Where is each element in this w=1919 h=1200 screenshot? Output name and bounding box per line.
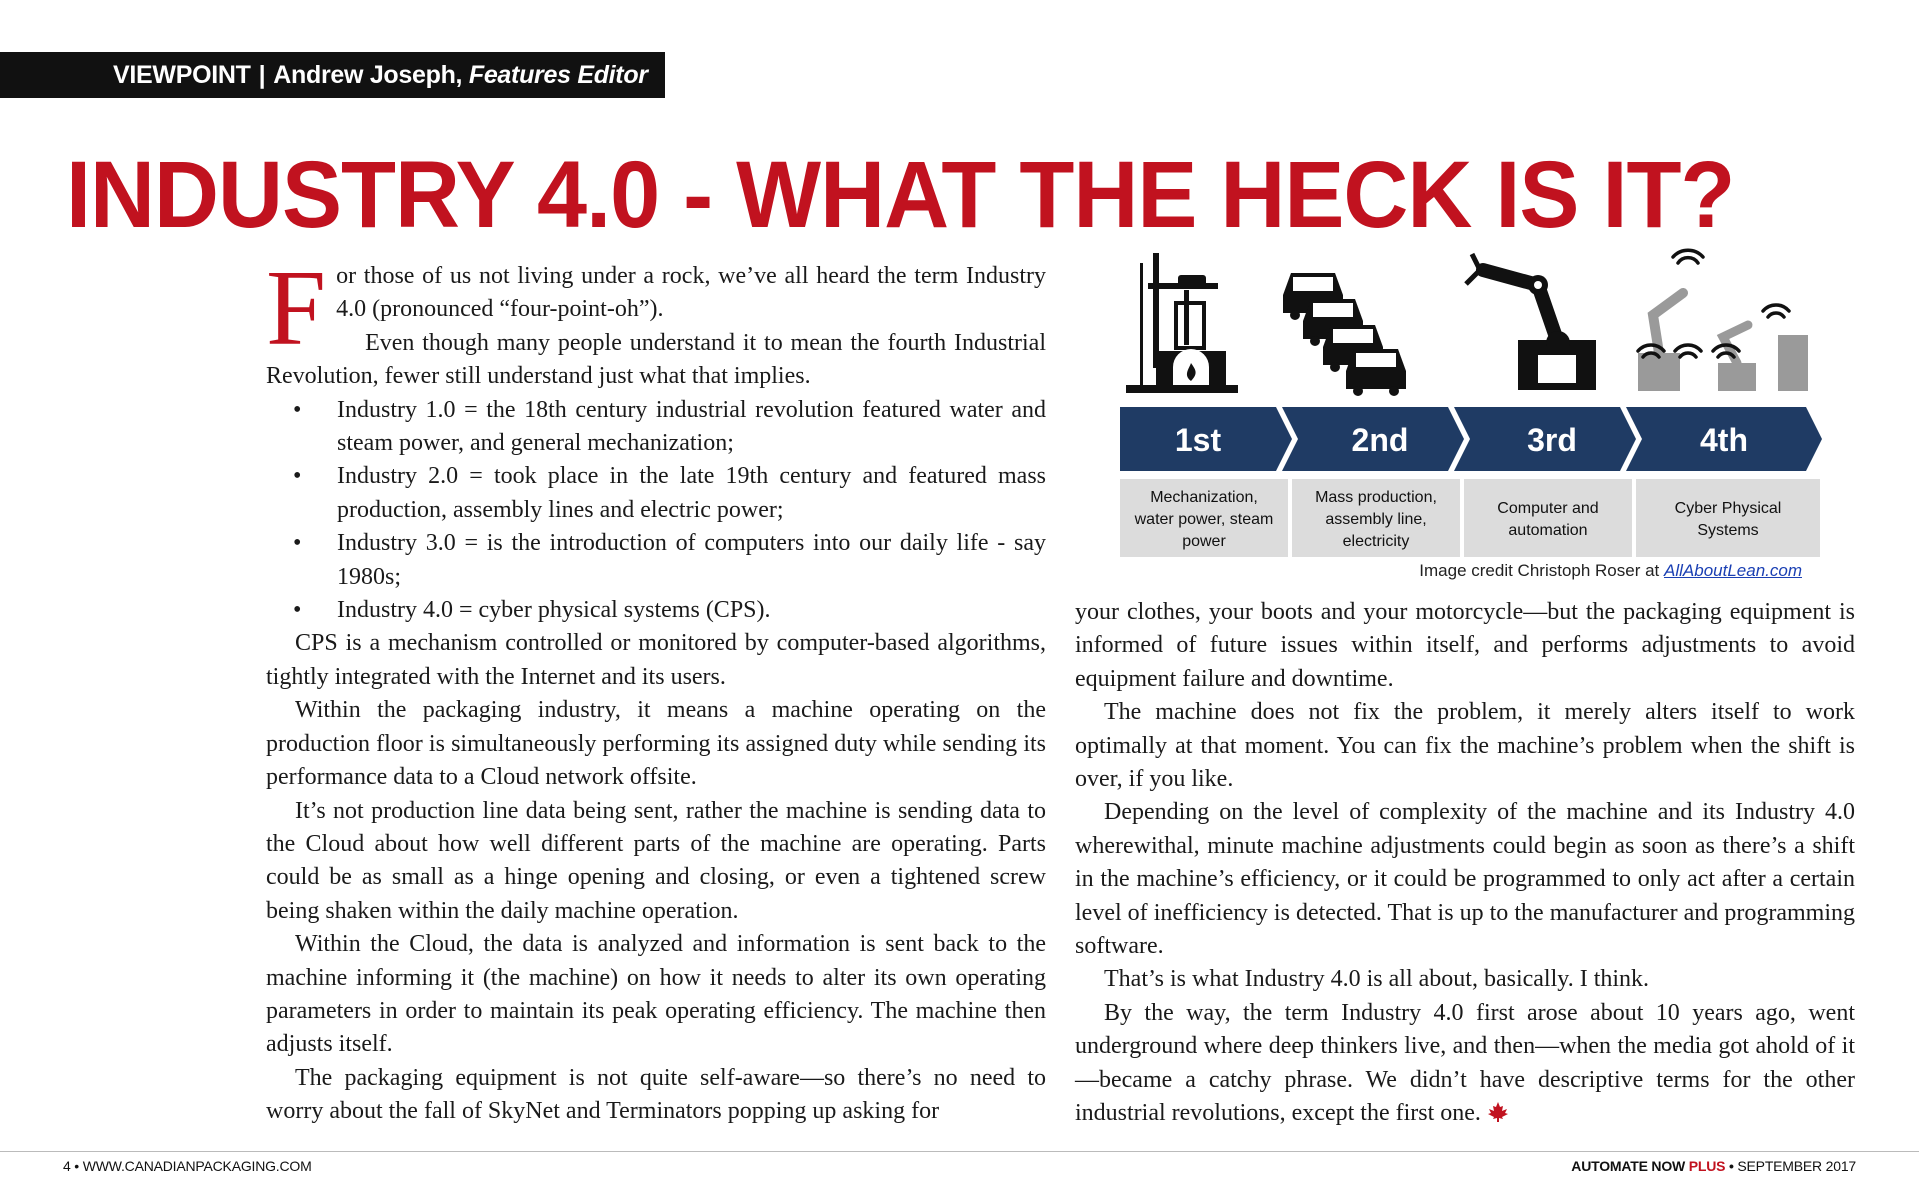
author-role: Features Editor xyxy=(468,60,648,89)
body-paragraph: CPS is a mechanism controlled or monitored by computer-based algorithms, tightly integrated with the Internet and its users. xyxy=(266,630,1046,690)
publication-plus: PLUS xyxy=(1688,1158,1726,1174)
stage-caption: Mass production, xyxy=(1315,489,1437,506)
body-paragraph: Within the Cloud, the data is analyzed and information is sent back to the machine informing it (the machine) on how it needs to alter its own operating parameters in order to maintain its peak operating efficiency. The machine then adjusts itself. xyxy=(266,931,1046,1058)
stage-caption: power xyxy=(1182,533,1226,550)
stage-caption: water power, steam xyxy=(1134,511,1274,528)
bullet-mark: • xyxy=(293,463,302,490)
stage-caption: automation xyxy=(1508,522,1588,539)
robot-arm-icon xyxy=(1466,254,1596,390)
final-paragraph-text: By the way, the term Industry 4.0 first arose about 10 years ago, went underground where deep thinkers live, and then—when the media got ahold of it—became a catchy phrase. We didn’t have descriptive terms for the other industrial revolutions, except the first one. xyxy=(1075,999,1855,1127)
stage-caption: assembly line, xyxy=(1325,511,1427,528)
body-paragraph: Depending on the level of complexity of the machine and its Industry 4.0 wherewithal, minute machine adjustments could begin as soon as there’s a shift in the machine’s efficiency, or it could be programmed to only act after a certain level of inefficiency is detected. That is up to the manufacturer and programming software. xyxy=(1075,799,1855,960)
stage-caption: Computer and xyxy=(1497,500,1599,517)
bullet-item xyxy=(266,594,1046,627)
body-paragraph: That’s is what Industry 4.0 is all about, basically. I think. xyxy=(1104,966,1650,993)
image-credit xyxy=(1419,561,1802,581)
stage-label: 2nd xyxy=(1351,422,1409,458)
stage-label: 3rd xyxy=(1527,422,1577,458)
bullet-text: Industry 4.0 = cyber physical systems (CPS). xyxy=(337,597,771,624)
publication-name: AUTOMATE NOW xyxy=(1571,1158,1686,1174)
continuation-paragraph: your clothes, your boots and your motorcycle—but the packaging equipment is informed of future issues within itself, and performs adjustments to avoid equipment failure and downtime. xyxy=(1075,599,1855,692)
intro-text: or those of us not living under a rock, we’ve all heard the term Industry 4.0 (pronounced “four-point-oh”). xyxy=(336,263,1046,323)
bullet-mark: • xyxy=(293,530,302,557)
article-column-right xyxy=(1075,596,1855,1131)
footer-bullet: • xyxy=(74,1158,79,1174)
assembly-line-cars-icon xyxy=(1283,273,1406,396)
revolutions-diagram xyxy=(1118,245,1823,560)
industry-bullet-list xyxy=(266,394,1046,628)
credit-link[interactable]: AllAboutLean.com xyxy=(1664,561,1802,580)
footer-bullet: • xyxy=(1729,1158,1734,1174)
body-paragraph: Within the packaging industry, it means a machine operating on the production floor is simultaneously performing its assigned duty while sending its performance data to a Cloud network offsite. xyxy=(266,697,1046,791)
industrial-revolutions-figure xyxy=(1118,245,1823,585)
issue-date: SEPTEMBER 2017 xyxy=(1737,1158,1856,1174)
section-label: VIEWPOINT xyxy=(113,60,251,89)
body-paragraph: The packaging equipment is not quite self-aware—so there’s no need to worry about the fall of SkyNet and Terminators popping up asking for xyxy=(266,1064,1046,1125)
stage-caption: Systems xyxy=(1697,522,1759,539)
website-link[interactable]: WWW.CANADIANPACKAGING.COM xyxy=(82,1158,312,1174)
bullet-mark: • xyxy=(293,597,302,624)
bullet-text: Industry 1.0 = the 18th century industrial revolution featured water and steam power, and general mechanization; xyxy=(337,396,1046,457)
footer-rule xyxy=(0,1151,1919,1152)
drop-cap: F xyxy=(266,249,327,368)
final-paragraph xyxy=(1075,997,1855,1131)
stage-label: 1st xyxy=(1174,422,1222,458)
credit-text: Image credit Christoph Roser at xyxy=(1419,561,1660,580)
article-column-left xyxy=(266,249,1046,1129)
steam-engine-icon xyxy=(1126,253,1238,393)
stage-label: 4th xyxy=(1700,422,1748,458)
caption-box xyxy=(1636,479,1820,557)
bullet-item xyxy=(266,460,1046,527)
stage-caption: Cyber Physical xyxy=(1674,500,1782,517)
bullet-text: Industry 3.0 = is the introduction of computers into our daily life - say 1980s; xyxy=(337,530,1046,590)
section-header-bar xyxy=(0,52,665,98)
stage-caption: electricity xyxy=(1342,533,1410,550)
caption-box xyxy=(1464,479,1632,557)
body-paragraph: It’s not production line data being sent, rather the machine is sending data to the Cloud about how well different parts of the machine are operating. Parts could be as small as a hinge opening and closing, or even a tightened screw being shaken within the daily machine operation. xyxy=(266,797,1046,924)
maple-leaf-icon xyxy=(1487,1101,1509,1123)
footer-left xyxy=(63,1158,312,1174)
stage-caption: Mechanization, xyxy=(1150,489,1258,506)
header-separator: | xyxy=(258,60,266,89)
paragraph-2: Even though many people understand it to mean the fourth Industrial Revolution, fewer still understand just what that implies. xyxy=(266,329,1046,390)
article-headline: INDUSTRY 4.0 - WHAT THE HECK IS IT? xyxy=(66,142,1735,248)
page-number: 4 xyxy=(63,1158,71,1174)
footer-right xyxy=(1571,1158,1856,1174)
bullet-text: Industry 2.0 = took place in the late 19th century and featured mass production, assembly lines and electric power; xyxy=(337,463,1046,523)
bullet-mark: • xyxy=(293,396,302,423)
author-name: Andrew Joseph, xyxy=(273,60,463,89)
connected-robots-icon xyxy=(1638,250,1808,391)
bullet-item xyxy=(266,527,1046,594)
body-paragraph: The machine does not fix the problem, it merely alters itself to work optimally at that moment. You can fix the machine’s problem when the shift is over, if you like. xyxy=(1075,699,1855,793)
bullet-item xyxy=(266,394,1046,461)
